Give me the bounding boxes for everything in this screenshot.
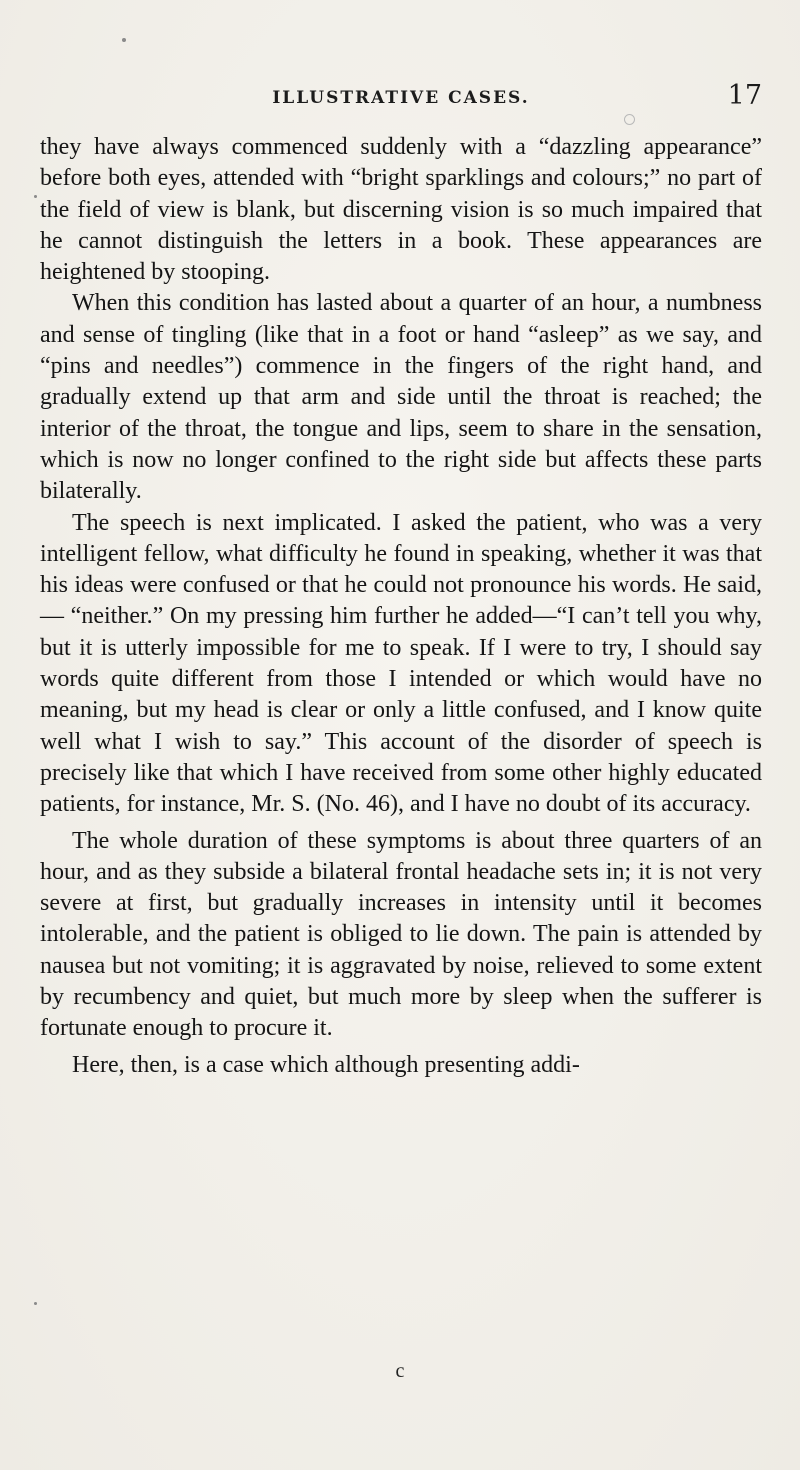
paragraph: The whole duration of these symptoms is about three quarters of an hour, and as they subside a bilateral frontal headache sets in; it is not very severe at first, but gradually increases in intensity until it becomes intolerable, and the patient is obliged to lie down. The pain is attended by nausea but not vomiting; it is aggravated by noise, relieved to some extent by recumbency and quiet, but much more by sleep when the sufferer is fortunate enough to procure it. — [40, 827, 762, 1042]
paper-speck — [34, 1302, 37, 1305]
signature-mark: c — [395, 1360, 405, 1382]
running-title: ILLUSTRATIVE CASES. — [272, 88, 530, 108]
body-text — [40, 132, 762, 1081]
paper-speck — [34, 195, 37, 198]
paper-speck — [122, 38, 126, 42]
page-header — [40, 80, 762, 120]
paragraph: Here, then, is a case which although presenting addi- — [72, 1051, 580, 1078]
paragraph: When this condition has lasted about a quarter of an hour, a numbness and sense of tingling (like that in a foot or hand “asleep” as we say, and “pins and needles”) commence in the fingers of the right hand, and gradually extend up that arm and side until the throat is reached; the interior of the throat, the tongue and lips, seem to share in the sensation, which is now no longer confined to the right side but affects these parts bilaterally. — [40, 290, 762, 505]
page-number: 17 — [727, 80, 762, 111]
paragraph: they have always commenced suddenly with a “dazzling appearance” before both eyes, attended with “bright sparklings and colours;” no part of the field of view is blank, but discerning vision is so much impaired that he cannot distinguish the letters in a book. These appearances are heightened by stooping. — [40, 134, 762, 286]
paragraph: The speech is next implicated. I asked the patient, who was a very intelligent fellow, what difficulty he found in speaking, whether it was that his ideas were confused or that he could not pronounce his words. He said,— “neither.” On my pressing him further he added—“I can’t tell you why, but it is utterly impossible for me to speak. If I were to try, I should say words quite different from those I intended or which would have no meaning, but my head is clear or only a little confused, and I know quite well what I wish to say.” This account of the disorder of speech is precisely like that which I have received from some other highly educated patients, for instance, Mr. S. (No. 46), and I have no doubt of its accuracy. — [40, 509, 762, 818]
